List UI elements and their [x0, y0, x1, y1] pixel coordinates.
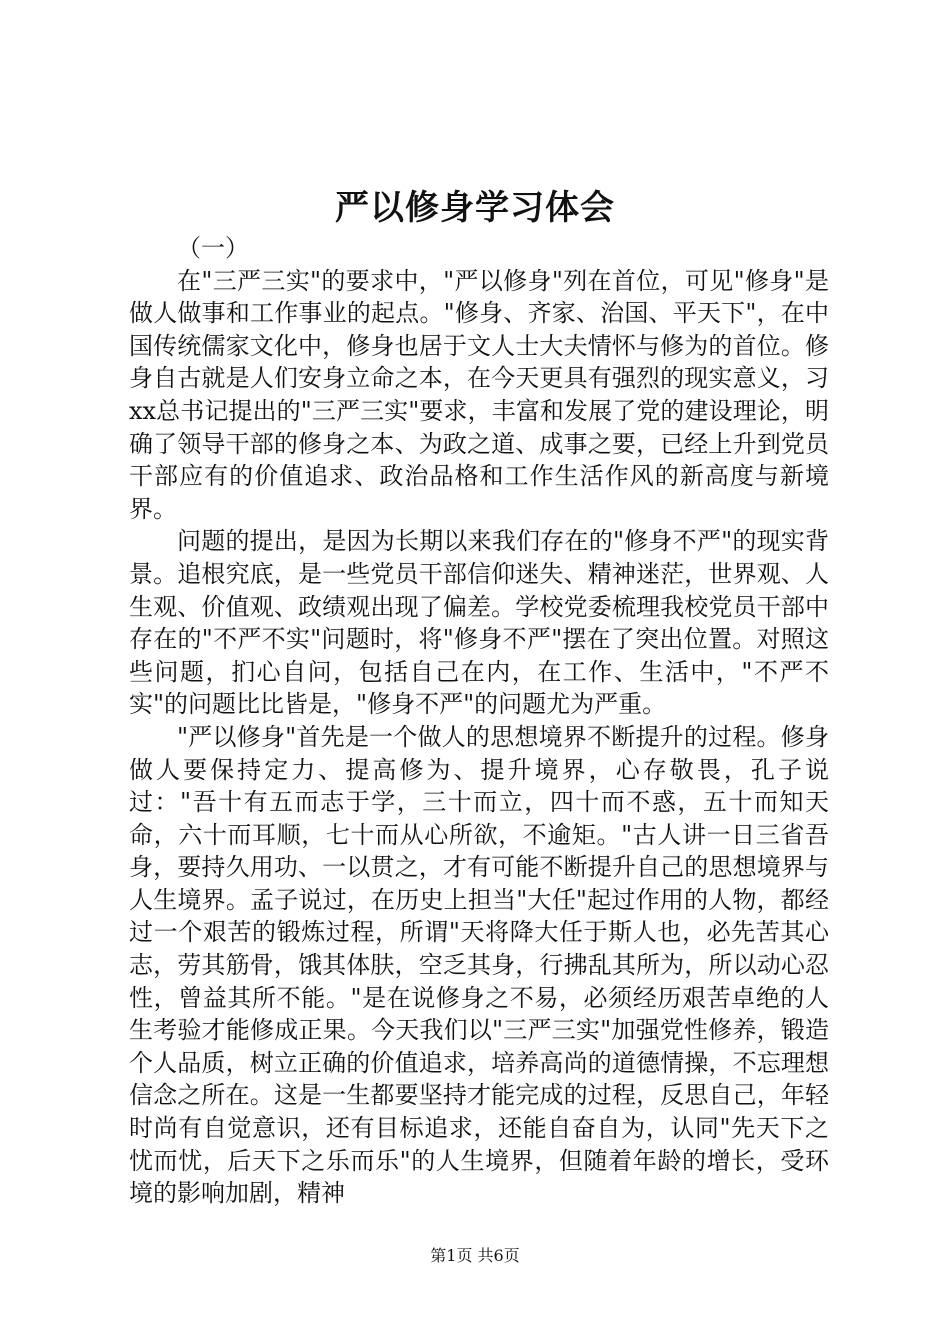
paragraph-3: "严以修身"首先是一个做人的思想境界不断提升的过程。修身做人要保持定力、提高修为、提升境界，心存敬畏，孔子说过："吾十有五而志于学，三十而立，四十而不惑，五十而知天命，六十而耳顺，七十而从心所欲，不逾矩。"古人讲一日三省吾身，要持久用功、一以贯之，才有可能不断提升自己的思想境界与人生境界。孟子说过，在历史上担当"大任"起过作用的人物，都经过一个艰苦的锻炼过程，所谓"天将降大任于斯人也，必先苦其心志，劳其筋骨，饿其体肤，空乏其身，行拂乱其所为，所以动心忍性，曾益其所不能。"是在说修身之不易，必须经历艰苦卓绝的人生考验才能修成正果。今天我们以"三严三实"加强党性修养，锻造个人品质，树立正确的价值追求，培养高尚的道德情操，不忘理想信念之所在。这是一生都要坚持才能完成的过程，反思自己，年轻时尚有自觉意识，还有目标追求，还能自奋自为，认同"先天下之忧而忧，后天下之乐而乐"的人生境界，但随着年龄的增长，受环境的影响加剧，精神 — [129, 722, 829, 1208]
document-body — [129, 232, 829, 1210]
document-title: 严以修身学习体会 — [335, 188, 615, 228]
paragraph-1: 在"三严三实"的要求中，"严以修身"列在首位，可见"修身"是做人做事和工作事业的起点。"修身、齐家、治国、平天下"，在中国传统儒家文化中，修身也居于文人士大夫情怀与修为的首位。修身自古就是人们安身立命之本，在今天更具有强烈的现实意义，习xx总书记提出的"三严三实"要求，丰富和发展了党的建设理论，明确了领导干部的修身之本、为政之道、成事之要，已经上升到党员干部应有的价值追求、政治品格和工作生活作风的新高度与新境界。 — [129, 266, 829, 523]
page-footer: 第1页 共6页 — [430, 1246, 520, 1265]
paragraph-2: 问题的提出，是因为长期以来我们存在的"修身不严"的现实背景。追根究底，是一些党员干部信仰迷失、精神迷茫，世界观、人生观、价值观、政绩观出现了偏差。学校党委梳理我校党员干部中存在的"不严不实"问题时，将"修身不严"摆在了突出位置。对照这些问题，扪心自问，包括自己在内，在工作、生活中，"不严不实"的问题比比皆是，"修身不严"的问题尤为严重。 — [129, 527, 829, 719]
section-label: （一） — [177, 234, 249, 262]
